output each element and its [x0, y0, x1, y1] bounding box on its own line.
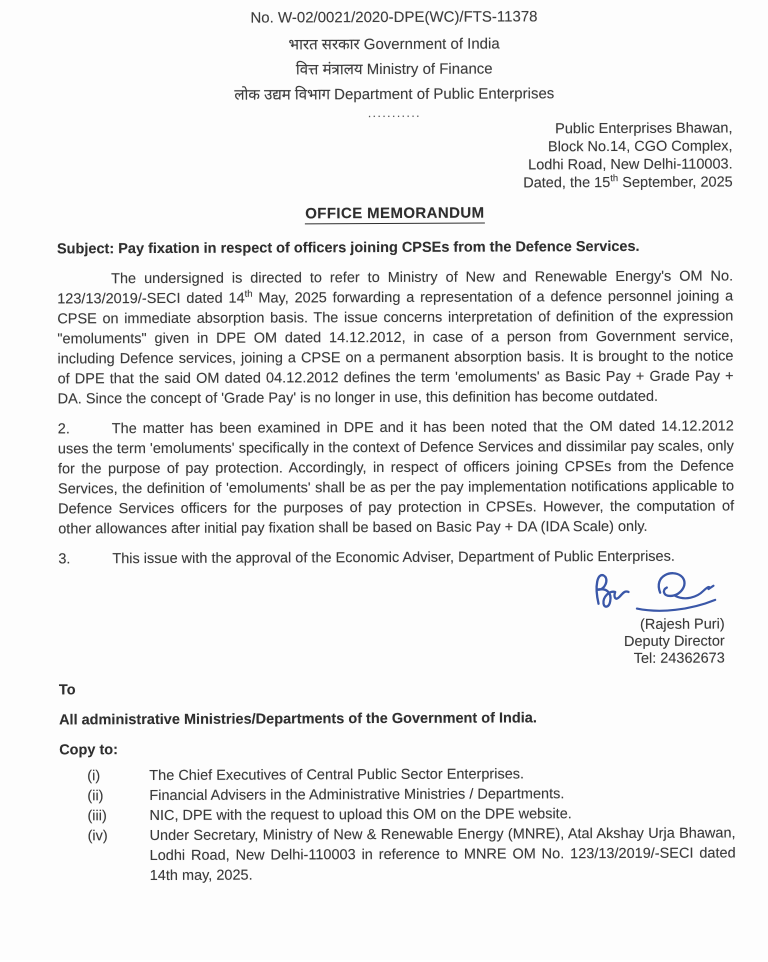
copy-item	[60, 823, 736, 886]
org-government-of-india: भारत सरकार Government of India	[288, 35, 500, 54]
signature-stroke	[659, 573, 685, 596]
paragraph-2: 2. The matter has been examined in DPE and it has been noted that the OM dated 14.12.2012 uses the term 'emoluments' specifically in the context of Defence Services and dissimilar pay scales, only for the purpose of pay protection. Accordingly, in respect of officers joining CPSEs from the Defence Services, the definition of 'emoluments' shall be as per the pay implementation notifications applicable to Defence Services officers for the purposes of pay protection in CPSEs. However, the computation of other allowances after initial pay fixation shall be based on Basic Pay + DA (IDA Scale) only.	[57, 418, 735, 538]
org-department-of-public-enterprises: लोक उद्यम विभाग Department of Public Enterprises	[234, 85, 555, 104]
to-recipient: All administrative Ministries/Departments of the Government of India.	[59, 710, 537, 729]
separator-dots: ...........	[367, 105, 422, 121]
signatory-tel: Tel: 24362673	[633, 650, 725, 667]
memo-title-row	[57, 203, 733, 225]
copy-item-number: (iii)	[87, 808, 107, 825]
signature-stroke	[637, 600, 715, 611]
paragraph-3: 3. This issue with the approval of the Economic Adviser, Department of Public Enterprises.	[58, 548, 675, 568]
copy-item-number: (iv)	[87, 828, 108, 845]
copy-item-number: (i)	[87, 768, 101, 785]
paragraph-3-number: 3.	[58, 551, 71, 568]
address-line: Block No.14, CGO Complex,	[547, 138, 733, 156]
copy-item-text: Under Secretary, Ministry of New & Renewable Energy (MNRE), Atal Akshay Urja Bhawan, Lodhi Road, New Delhi-110003 in reference to MNRE OM No. 123/13/2019/-SECI dated 14th may, 2025.	[149, 825, 736, 885]
date-line: Dated, the 15th September, 2025	[523, 173, 733, 192]
address-line: Public Enterprises Bhawan,	[555, 120, 733, 138]
para1-superscript: th	[244, 288, 253, 300]
address-line: Lodhi Road, New Delhi-110003.	[528, 156, 733, 174]
paragraph-1: The undersigned is directed to refer to Ministry of New and Renewable Energy's OM No. 123/13/2019/-SECI dated 14th May, 2025 forwarding a representation of a defence personnel joining a CPSE on immediate absorption basis. The issue concerns interpretation of definition of the expression "emoluments" given in DPE OM dated 14.12.2012, in case of a person from Government service, including Defence services, joining a CPSE on a permanent absorption basis. It is brought to the notice of DPE that the said OM dated 04.12.2012 defines the term 'emoluments' as Basic Pay + Grade Pay + DA. Since the concept of 'Grade Pay' is no longer in use, this definition has become outdated.	[57, 268, 734, 408]
memo-header	[56, 6, 732, 120]
copy-item-text: The Chief Executives of Central Public Sector Enterprises.	[149, 766, 525, 785]
address-block	[56, 119, 732, 194]
date-superscript: th	[610, 173, 619, 185]
copy-list	[59, 763, 736, 886]
copy-to-label: Copy to:	[59, 742, 119, 759]
memo-title: OFFICE MEMORANDUM	[305, 204, 485, 223]
reference-number: No. W-02/0021/2020-DPE(WC)/FTS-11378	[250, 8, 538, 27]
signature-scribble	[578, 566, 728, 617]
copy-item-text: Financial Advisers in the Administrative Ministries / Departments.	[149, 786, 565, 805]
to-label: To	[58, 682, 76, 699]
signatory-name: (Rajesh Puri)	[639, 616, 725, 633]
signature-block	[58, 566, 734, 670]
signatory-designation: Deputy Director	[623, 633, 725, 650]
subject-line: Subject: Pay fixation in respect of officers joining CPSEs from the Defence Services.	[56, 238, 640, 258]
paragraph-2-number: 2.	[57, 421, 70, 438]
org-ministry-of-finance: वित्त मंत्रालय Ministry of Finance	[295, 60, 493, 79]
copy-item-text: NIC, DPE with the request to upload this OM on the DPE website.	[149, 806, 572, 825]
signature-stroke	[597, 575, 629, 607]
copy-item-number: (ii)	[87, 788, 104, 805]
